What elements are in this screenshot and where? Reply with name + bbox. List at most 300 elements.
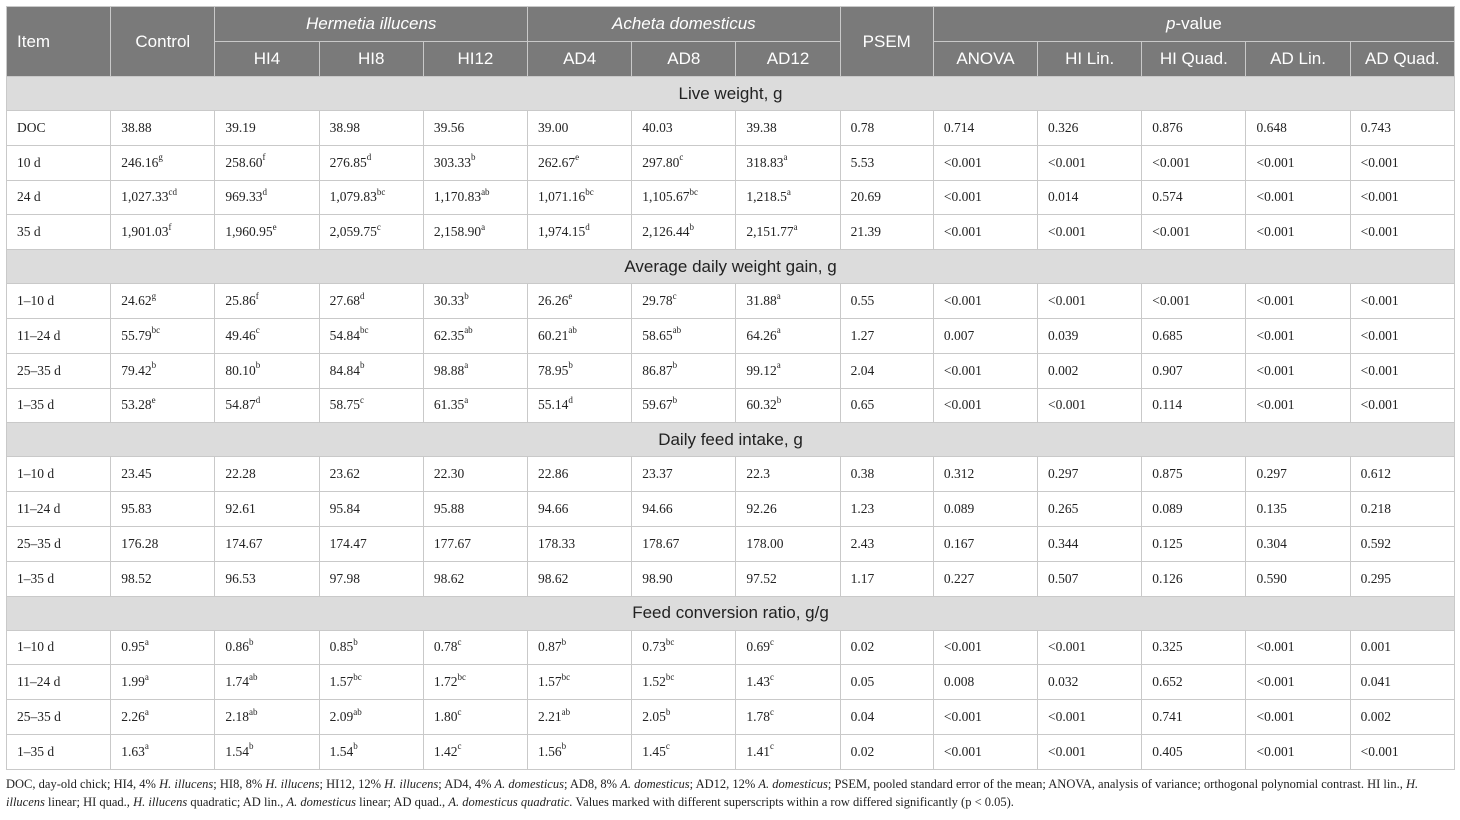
- cell-value: 1.99: [121, 674, 145, 690]
- table-cell: [933, 526, 1037, 561]
- significance-superscript: a: [144, 706, 149, 717]
- cell-value: <0.001: [943, 189, 982, 205]
- significance-superscript: b: [689, 221, 694, 232]
- cell-value: 78.95: [538, 362, 569, 378]
- table-cell: [215, 145, 319, 180]
- row-item-label: 35 d: [7, 215, 111, 250]
- table-row: [7, 492, 1455, 527]
- table-cell: [736, 700, 840, 735]
- row-item-label: 11–24 d: [7, 492, 111, 527]
- cell-value: 0.507: [1048, 570, 1079, 586]
- cell-value: 0.02: [850, 743, 875, 759]
- cell-value: 262.67: [538, 154, 576, 170]
- table-cell: [1142, 630, 1246, 665]
- table-row: [7, 180, 1455, 215]
- table-cell: [840, 145, 933, 180]
- cell-value: 0.089: [1152, 501, 1183, 517]
- table-cell: [423, 388, 527, 423]
- significance-superscript: bc: [665, 671, 675, 682]
- row-item-label: 1–10 d: [7, 284, 111, 319]
- significance-superscript: cd: [168, 186, 177, 197]
- table-cell: [423, 734, 527, 769]
- table-cell: [215, 215, 319, 250]
- cell-value: 38.98: [329, 119, 360, 135]
- table-cell: [632, 111, 736, 146]
- cell-value: 318.83: [746, 154, 784, 170]
- cell-value: 1,027.33: [121, 189, 169, 205]
- table-cell: [736, 284, 840, 319]
- table-cell: [111, 318, 215, 353]
- cell-value: 177.67: [433, 535, 471, 551]
- cell-value: 0.87: [538, 639, 562, 655]
- cell-value: <0.001: [1256, 224, 1295, 240]
- cell-value: 178.33: [538, 535, 576, 551]
- table-cell: [840, 526, 933, 561]
- table-cell: [1038, 492, 1142, 527]
- significance-superscript: c: [359, 394, 364, 405]
- table-cell: [933, 734, 1037, 769]
- row-item-label: 11–24 d: [7, 318, 111, 353]
- footnote-segment: A. domesticus: [620, 776, 690, 791]
- significance-superscript: c: [770, 741, 775, 752]
- cell-value: 80.10: [225, 362, 256, 378]
- footnote-segment: H. illucens: [265, 776, 320, 791]
- cell-value: 53.28: [121, 397, 152, 413]
- cell-value: 1.42: [433, 743, 458, 759]
- cell-value: <0.001: [1256, 189, 1295, 205]
- cell-value: 0.326: [1048, 119, 1079, 135]
- table-row: [7, 145, 1455, 180]
- table-cell: [1142, 492, 1246, 527]
- table-cell: [1142, 180, 1246, 215]
- significance-superscript: e: [568, 290, 573, 301]
- cell-value: 94.66: [642, 501, 673, 517]
- table-cell: [319, 388, 423, 423]
- header-ad4: AD4: [528, 42, 632, 77]
- row-item-label: 1–35 d: [7, 561, 111, 596]
- cell-value: 61.35: [433, 397, 465, 413]
- significance-superscript: a: [776, 325, 781, 336]
- table-cell: [840, 700, 933, 735]
- table-cell: [528, 526, 632, 561]
- row-item-label: 1–35 d: [7, 388, 111, 423]
- cell-value: 0.089: [943, 501, 975, 517]
- cell-value: 1.17: [850, 570, 875, 586]
- cell-value: 39.00: [538, 119, 569, 135]
- significance-superscript: b: [249, 741, 254, 752]
- table-cell: [933, 492, 1037, 527]
- cell-value: <0.001: [1256, 709, 1295, 725]
- significance-superscript: a: [776, 290, 781, 301]
- footnote-segment: A. domesticus: [494, 776, 564, 791]
- header-control: Control: [111, 7, 215, 77]
- table-cell: [1350, 145, 1454, 180]
- table-cell: [933, 630, 1037, 665]
- table-cell: [111, 734, 215, 769]
- table-cell: [1038, 215, 1142, 250]
- table-cell: [215, 388, 319, 423]
- cell-value: <0.001: [1360, 743, 1399, 759]
- cell-value: 27.68: [329, 293, 360, 309]
- cell-value: 2.05: [642, 709, 666, 725]
- cell-value: 0.125: [1152, 535, 1183, 551]
- cell-value: 58.65: [642, 327, 673, 343]
- significance-superscript: c: [679, 152, 684, 163]
- table-row: [7, 353, 1455, 388]
- cell-value: 0.135: [1256, 501, 1287, 517]
- table-cell: [1038, 284, 1142, 319]
- table-row: [7, 561, 1455, 596]
- cell-value: 258.60: [225, 154, 263, 170]
- table-cell: [632, 318, 736, 353]
- cell-value: <0.001: [1048, 709, 1087, 725]
- cell-value: 0.685: [1152, 327, 1183, 343]
- table-cell: [423, 492, 527, 527]
- cell-value: 0.344: [1048, 535, 1079, 551]
- significance-superscript: b: [353, 741, 358, 752]
- significance-superscript: f: [262, 152, 266, 163]
- cell-value: 25.86: [225, 293, 256, 309]
- table-row: [7, 526, 1455, 561]
- table-cell: [632, 215, 736, 250]
- table-cell: [528, 665, 632, 700]
- significance-superscript: a: [793, 221, 798, 232]
- table-cell: [632, 630, 736, 665]
- cell-value: 94.66: [538, 501, 569, 517]
- table-cell: [1350, 665, 1454, 700]
- cell-value: 1.74: [225, 674, 250, 690]
- significance-superscript: a: [464, 360, 469, 371]
- cell-value: 0.008: [943, 674, 975, 690]
- table-cell: [840, 111, 933, 146]
- table-cell: [933, 388, 1037, 423]
- cell-value: <0.001: [1256, 293, 1295, 309]
- cell-value: 5.53: [850, 154, 875, 170]
- table-cell: [933, 180, 1037, 215]
- table-cell: [933, 561, 1037, 596]
- footnote-segment: A. domesticus: [286, 794, 356, 809]
- header-ad8: AD8: [632, 42, 736, 77]
- significance-superscript: a: [144, 741, 149, 752]
- table-cell: [1246, 700, 1350, 735]
- table-cell: [423, 284, 527, 319]
- table-cell: [1038, 353, 1142, 388]
- table-cell: [736, 145, 840, 180]
- cell-value: <0.001: [1048, 743, 1087, 759]
- cell-value: 0.743: [1360, 119, 1392, 135]
- significance-superscript: b: [359, 360, 365, 371]
- cell-value: <0.001: [1048, 154, 1087, 170]
- table-cell: [736, 457, 840, 492]
- table-cell: [215, 665, 319, 700]
- table-cell: [1350, 492, 1454, 527]
- cell-value: 0.65: [850, 397, 875, 413]
- significance-superscript: f: [255, 290, 259, 301]
- table-cell: [1246, 318, 1350, 353]
- table-cell: [1350, 457, 1454, 492]
- significance-superscript: a: [464, 394, 469, 405]
- table-cell: [423, 145, 527, 180]
- cell-value: 178.00: [746, 535, 784, 551]
- footnote-segment: linear; AD quad.,: [355, 794, 449, 809]
- cell-value: 2,158.90: [433, 224, 482, 240]
- cell-value: <0.001: [1048, 639, 1087, 655]
- significance-superscript: c: [672, 290, 677, 301]
- header-acheta-group: Acheta domesticus: [528, 7, 841, 42]
- cell-value: <0.001: [943, 293, 982, 309]
- significance-superscript: bc: [359, 325, 369, 336]
- significance-superscript: a: [144, 636, 149, 647]
- header-hi8: HI8: [319, 42, 423, 77]
- cell-value: <0.001: [1360, 327, 1399, 343]
- cell-value: <0.001: [1256, 639, 1295, 655]
- cell-value: <0.001: [1152, 293, 1191, 309]
- table-cell: [1246, 145, 1350, 180]
- cell-value: 29.78: [642, 293, 673, 309]
- footnote-segment: A. domesticus: [758, 776, 828, 791]
- table-cell: [528, 215, 632, 250]
- table-cell: [319, 145, 423, 180]
- table-cell: [319, 180, 423, 215]
- header-pvalue-group: p-value: [933, 7, 1454, 42]
- cell-value: 1,901.03: [121, 224, 169, 240]
- cell-value: 0.78: [850, 119, 875, 135]
- cell-value: 39.56: [433, 119, 465, 135]
- cell-value: 58.75: [329, 397, 360, 413]
- cell-value: 95.88: [433, 501, 465, 517]
- table-cell: [1142, 457, 1246, 492]
- section-title: Average daily weight gain, g: [7, 250, 1455, 284]
- significance-superscript: ab: [672, 325, 682, 336]
- table-cell: [933, 215, 1037, 250]
- cell-value: 0.05: [850, 674, 875, 690]
- cell-value: 1,071.16: [538, 189, 586, 205]
- significance-superscript: g: [158, 152, 163, 163]
- cell-value: 97.52: [746, 570, 777, 586]
- significance-superscript: ab: [561, 706, 571, 717]
- table-cell: [1246, 665, 1350, 700]
- table-cell: [528, 734, 632, 769]
- header-anova: ANOVA: [933, 42, 1037, 77]
- table-cell: [736, 318, 840, 353]
- significance-superscript: bc: [689, 186, 698, 197]
- significance-superscript: b: [568, 360, 573, 371]
- table-cell: [319, 111, 423, 146]
- table-cell: [528, 180, 632, 215]
- table-cell: [1142, 526, 1246, 561]
- table-cell: [632, 700, 736, 735]
- cell-value: 96.53: [225, 570, 256, 586]
- cell-value: 0.014: [1048, 189, 1079, 205]
- table-cell: [1142, 353, 1246, 388]
- section-header-row: [7, 250, 1455, 284]
- significance-superscript: b: [151, 360, 157, 371]
- table-cell: [319, 284, 423, 319]
- row-item-label: 1–10 d: [7, 457, 111, 492]
- cell-value: 22.86: [538, 466, 569, 482]
- table-cell: [840, 665, 933, 700]
- cell-value: <0.001: [1256, 743, 1295, 759]
- significance-superscript: b: [672, 360, 678, 371]
- table-cell: [632, 526, 736, 561]
- table-cell: [215, 734, 319, 769]
- significance-superscript: d: [585, 221, 590, 232]
- cell-value: 0.295: [1360, 570, 1392, 586]
- table-cell: [840, 457, 933, 492]
- cell-value: 0.85: [329, 639, 354, 655]
- section-header-row: [7, 423, 1455, 457]
- table-cell: [840, 561, 933, 596]
- cell-value: 54.87: [225, 397, 256, 413]
- table-cell: [933, 111, 1037, 146]
- significance-superscript: c: [457, 636, 462, 647]
- table-row: [7, 665, 1455, 700]
- header-hi12: HI12: [423, 42, 527, 77]
- table-cell: [1038, 145, 1142, 180]
- cell-value: 0.041: [1360, 674, 1392, 690]
- cell-value: 1.54: [225, 743, 250, 759]
- cell-value: 0.592: [1360, 535, 1392, 551]
- cell-value: <0.001: [1256, 674, 1295, 690]
- table-cell: [1246, 111, 1350, 146]
- table-cell: [1142, 215, 1246, 250]
- significance-superscript: a: [481, 221, 486, 232]
- header-hermetia-group: Hermetia illucens: [215, 7, 528, 42]
- cell-value: 23.45: [121, 466, 152, 482]
- cell-value: 0.714: [943, 119, 975, 135]
- cell-value: 0.007: [943, 327, 975, 343]
- table-cell: [423, 353, 527, 388]
- footnote-segment: quadratic; AD lin.,: [187, 794, 287, 809]
- significance-superscript: d: [255, 394, 261, 405]
- cell-value: 1.78: [746, 709, 771, 725]
- cell-value: <0.001: [1048, 293, 1087, 309]
- table-cell: [528, 388, 632, 423]
- significance-superscript: c: [255, 325, 260, 336]
- cell-value: 0.574: [1152, 189, 1183, 205]
- table-cell: [215, 111, 319, 146]
- table-cell: [1038, 111, 1142, 146]
- cell-value: 0.73: [642, 639, 666, 655]
- table-cell: [528, 630, 632, 665]
- significance-superscript: ab: [568, 325, 577, 336]
- row-item-label: 25–35 d: [7, 353, 111, 388]
- row-item-label: 25–35 d: [7, 526, 111, 561]
- cell-value: 1.45: [642, 743, 666, 759]
- cell-value: 0.126: [1152, 570, 1183, 586]
- cell-value: 79.42: [121, 362, 152, 378]
- table-cell: [528, 353, 632, 388]
- table-cell: [111, 665, 215, 700]
- cell-value: <0.001: [1256, 397, 1295, 413]
- significance-superscript: c: [376, 221, 381, 232]
- significance-superscript: b: [464, 290, 469, 301]
- cell-value: 0.876: [1152, 119, 1183, 135]
- table-cell: [111, 457, 215, 492]
- cell-value: 2.18: [225, 709, 250, 725]
- table-cell: [736, 353, 840, 388]
- significance-superscript: c: [770, 671, 775, 682]
- table-row: [7, 318, 1455, 353]
- cell-value: 0.405: [1152, 743, 1183, 759]
- cell-value: 38.88: [121, 119, 152, 135]
- significance-superscript: d: [262, 186, 268, 197]
- cell-value: 1.57: [329, 674, 354, 690]
- table-cell: [1350, 215, 1454, 250]
- cell-value: 31.88: [746, 293, 777, 309]
- cell-value: <0.001: [1360, 362, 1399, 378]
- table-cell: [840, 734, 933, 769]
- cell-value: 0.04: [850, 709, 875, 725]
- row-item-label: 24 d: [7, 180, 111, 215]
- cell-value: 0.38: [850, 466, 875, 482]
- table-cell: [933, 353, 1037, 388]
- header-ad-lin: AD Lin.: [1246, 42, 1350, 77]
- footnote-segment: ; PSEM, pooled standard error of the mean; ANOVA, analysis of variance; orthogonal polynomial contrast. HI lin.,: [827, 776, 1406, 791]
- cell-value: 1.63: [121, 743, 145, 759]
- table-cell: [840, 353, 933, 388]
- footnote-segment: linear; HI quad.,: [44, 794, 134, 809]
- cell-value: 1.27: [850, 327, 875, 343]
- table-cell: [1142, 734, 1246, 769]
- table-cell: [1246, 284, 1350, 319]
- section-title: Feed conversion ratio, g/g: [7, 596, 1455, 630]
- table-cell: [1246, 180, 1350, 215]
- cell-value: 23.37: [642, 466, 673, 482]
- cell-value: 84.84: [329, 362, 360, 378]
- table-cell: [1246, 492, 1350, 527]
- significance-superscript: b: [249, 636, 254, 647]
- header-hi-lin: HI Lin.: [1038, 42, 1142, 77]
- significance-superscript: b: [665, 706, 671, 717]
- cell-value: 1.56: [538, 743, 562, 759]
- cell-value: 303.33: [433, 154, 471, 170]
- cell-value: 297.80: [642, 154, 680, 170]
- row-item-label: 1–35 d: [7, 734, 111, 769]
- table-cell: [1350, 561, 1454, 596]
- table-cell: [111, 526, 215, 561]
- table-cell: [111, 561, 215, 596]
- footnote-segment: ; AD8, 8%: [563, 776, 621, 791]
- table-row: [7, 734, 1455, 769]
- table-cell: [111, 111, 215, 146]
- cell-value: 0.875: [1152, 466, 1183, 482]
- significance-superscript: f: [168, 221, 172, 232]
- table-cell: [215, 561, 319, 596]
- table-cell: [528, 318, 632, 353]
- table-container: [6, 6, 1455, 811]
- table-cell: [1038, 561, 1142, 596]
- footnote-segment: ; HI12, 12%: [319, 776, 385, 791]
- cell-value: 2,059.75: [329, 224, 377, 240]
- table-cell: [319, 492, 423, 527]
- row-item-label: 1–10 d: [7, 630, 111, 665]
- table-cell: [215, 630, 319, 665]
- table-cell: [1246, 388, 1350, 423]
- section-header-row: [7, 596, 1455, 630]
- significance-superscript: ab: [249, 706, 258, 717]
- table-cell: [111, 492, 215, 527]
- table-cell: [528, 111, 632, 146]
- significance-superscript: a: [776, 360, 781, 371]
- table-cell: [319, 630, 423, 665]
- table-cell: [423, 318, 527, 353]
- table-cell: [840, 318, 933, 353]
- table-cell: [111, 388, 215, 423]
- significance-superscript: bc: [665, 636, 675, 647]
- table-cell: [1142, 284, 1246, 319]
- cell-value: <0.001: [1152, 224, 1191, 240]
